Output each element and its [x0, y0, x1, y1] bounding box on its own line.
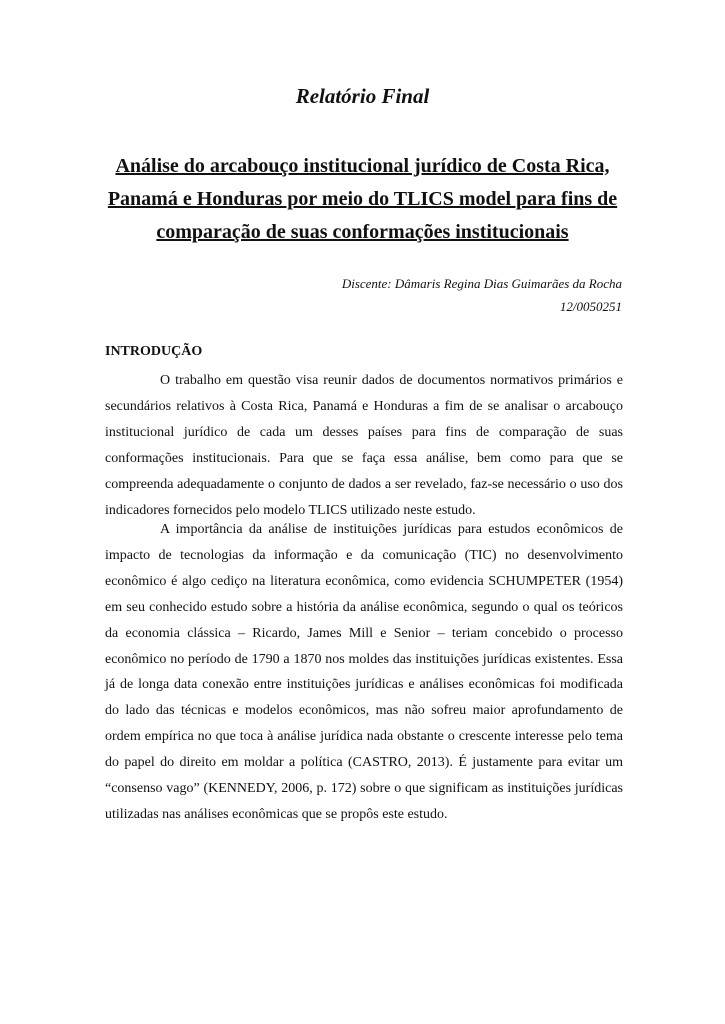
section-heading-introduction: INTRODUÇÃO: [105, 344, 203, 359]
student-name: Discente: Dâmaris Regina Dias Guimarães da Rocha: [341, 276, 622, 291]
report-title: Relatório Final: [295, 84, 430, 108]
student-id: 12/0050251: [559, 299, 622, 314]
paragraph-2: A importância da análise de instituições jurídicas para estudos econômicos de impacto de tecnologias da informação e da comunicação (TIC) no desenvolvimento econômico é algo cediço na literatura econômica, como evidencia SCHUMPETER (1954) em seu conhecido estudo sobre a história da análise econômica, segundo o qual os teóricos da economia clássica – Ricardo, James Mill e Senior – teriam concebido o processo econômico no período de 1790 a 1870 nos moldes das instituições jurídicas existentes. Essa já de longa data conexão entre instituições jurídicas e análises econômicas foi modificada do lado das técnicas e modelos econômicos, mas não sofreu maior aprofundamento de ordem empírica no que toca à análise jurídica nada obstante o crescente interesse pelo tema do papel do direito em moldar a política (CASTRO, 2013). É justamente para evitar um “consenso vago” (KENNEDY, 2006, p. 172) sobre o que significam as instituições jurídicas utilizadas nas análises econômicas que se propôs este estudo.: [105, 522, 623, 822]
paragraph-1: O trabalho em questão visa reunir dados de documentos normativos primários e secundários relativos à Costa Rica, Panamá e Honduras a fim de se analisar o arcabouço institucional jurídico de cada um desses países para fins de comparação de suas conformações institucionais. Para que se faça essa análise, bem como para que se compreenda adequadamente o conjunto de dados a ser revelado, faz-se necessário o uso dos indicadores fornecidos pelo modelo TLICS utilizado neste estudo.: [105, 373, 623, 518]
main-title: Análise do arcabouço institucional jurídico de Costa Rica, Panamá e Honduras por meio do TLICS model para fins de comparação de suas conformações institucionais: [107, 155, 618, 243]
